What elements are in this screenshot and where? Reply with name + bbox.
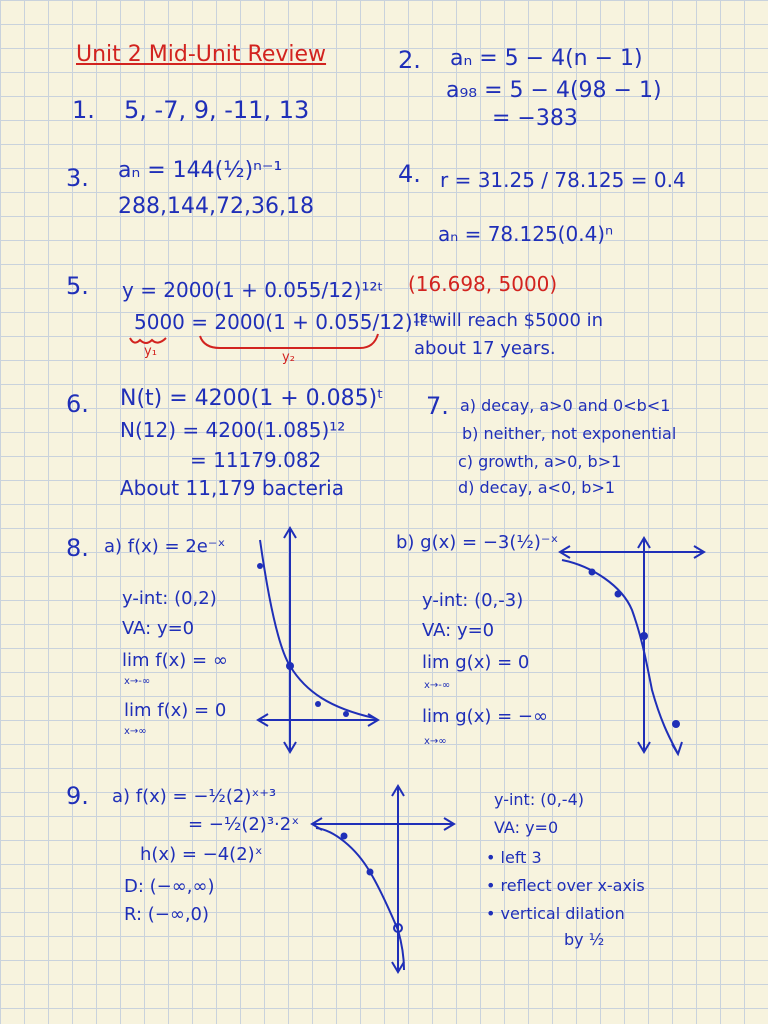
problem-9-transform-1: • left 3 bbox=[486, 848, 542, 867]
problem-8a-yint: y-int: (0,2) bbox=[122, 588, 217, 609]
problem-8b-lim1: lim g(x) = 0 bbox=[422, 652, 530, 673]
problem-9-line2: = −½(2)³·2ˣ bbox=[188, 814, 300, 835]
problem-9-number: 9. bbox=[66, 782, 89, 810]
problem-8a-function: a) f(x) = 2e⁻ˣ bbox=[104, 536, 226, 557]
problem-7-number: 7. bbox=[426, 392, 449, 420]
problem-2-line3: = −383 bbox=[492, 106, 578, 131]
problem-5-y1-label: y₁ bbox=[144, 344, 157, 359]
problem-8a-lim1-sub: x→-∞ bbox=[124, 676, 151, 687]
problem-2-line1: aₙ = 5 − 4(n − 1) bbox=[450, 46, 643, 71]
problem-8b-lim2: lim g(x) = −∞ bbox=[422, 706, 548, 727]
problem-4-number: 4. bbox=[398, 160, 421, 188]
problem-4-formula: aₙ = 78.125(0.4)ⁿ bbox=[438, 222, 614, 246]
page-title: Unit 2 Mid-Unit Review bbox=[76, 42, 327, 67]
problem-6-line3: = 11179.082 bbox=[190, 448, 322, 472]
problem-8-number: 8. bbox=[66, 534, 89, 562]
problem-5-answer-line2: about 17 years. bbox=[414, 338, 556, 359]
problem-9-transform-3: • vertical dilation bbox=[486, 904, 625, 923]
problem-9-yint: y-int: (0,-4) bbox=[494, 790, 584, 809]
problem-7-a: a) decay, a>0 and 0<b<1 bbox=[460, 396, 671, 415]
problem-5-number: 5. bbox=[66, 272, 89, 300]
problem-8b-va: VA: y=0 bbox=[422, 620, 495, 641]
problem-6-number: 6. bbox=[66, 390, 89, 418]
problem-5-intersection: (16.698, 5000) bbox=[408, 272, 558, 296]
problem-3-formula: aₙ = 144(½)ⁿ⁻¹ bbox=[118, 158, 283, 183]
problem-9-line1: a) f(x) = −½(2)ˣ⁺³ bbox=[112, 786, 277, 807]
problem-7-b: b) neither, not exponential bbox=[462, 424, 677, 443]
problem-9-va: VA: y=0 bbox=[494, 818, 559, 837]
problem-2-number: 2. bbox=[398, 46, 421, 74]
problem-1-number: 1. bbox=[72, 96, 95, 124]
problem-9-graph bbox=[304, 780, 464, 980]
problem-8b-lim1-sub: x→-∞ bbox=[424, 680, 451, 691]
problem-5-eq2: 5000 = 2000(1 + 0.055/12)¹²ᵗ bbox=[134, 310, 435, 334]
problem-6-line1: N(t) = 4200(1 + 0.085)ᵗ bbox=[120, 386, 384, 411]
problem-9-range: R: (−∞,0) bbox=[124, 904, 210, 925]
problem-6-line2: N(12) = 4200(1.085)¹² bbox=[120, 418, 346, 442]
problem-8b-function: b) g(x) = −3(½)⁻ˣ bbox=[396, 532, 559, 553]
problem-8a-va: VA: y=0 bbox=[122, 618, 195, 639]
problem-8a-lim2: lim f(x) = 0 bbox=[124, 700, 227, 721]
problem-8a-lim2-sub: x→∞ bbox=[124, 726, 147, 737]
problem-5-y2-label: y₂ bbox=[282, 350, 295, 365]
problem-7-c: c) growth, a>0, b>1 bbox=[458, 452, 622, 471]
problem-9-domain: D: (−∞,∞) bbox=[124, 876, 215, 897]
problem-6-line4: About 11,179 bacteria bbox=[120, 476, 344, 500]
problem-8a-lim1: lim f(x) = ∞ bbox=[122, 650, 228, 671]
problem-8b-graph bbox=[552, 530, 712, 760]
problem-3-terms: 288,144,72,36,18 bbox=[118, 194, 314, 219]
problem-8b-yint: y-int: (0,-3) bbox=[422, 590, 524, 611]
problem-9-transform-2: • reflect over x-axis bbox=[486, 876, 645, 895]
problem-8a-graph bbox=[250, 520, 390, 760]
problem-3-number: 3. bbox=[66, 164, 89, 192]
problem-1-sequence: 5, -7, 9, -11, 13 bbox=[124, 96, 310, 124]
problem-2-line2: a₉₈ = 5 − 4(98 − 1) bbox=[446, 78, 662, 103]
problem-5-answer-line1: It will reach $5000 in bbox=[414, 310, 604, 331]
problem-9-line3: h(x) = −4(2)ˣ bbox=[140, 844, 263, 865]
problem-9-transform-4: by ½ bbox=[564, 930, 605, 949]
problem-7-d: d) decay, a<0, b>1 bbox=[458, 478, 616, 497]
problem-8b-lim2-sub: x→∞ bbox=[424, 736, 447, 747]
problem-5-eq1: y = 2000(1 + 0.055/12)¹²ᵗ bbox=[122, 278, 384, 302]
problem-5-brackets bbox=[120, 330, 390, 370]
problem-4-ratio: r = 31.25 / 78.125 = 0.4 bbox=[440, 168, 686, 192]
